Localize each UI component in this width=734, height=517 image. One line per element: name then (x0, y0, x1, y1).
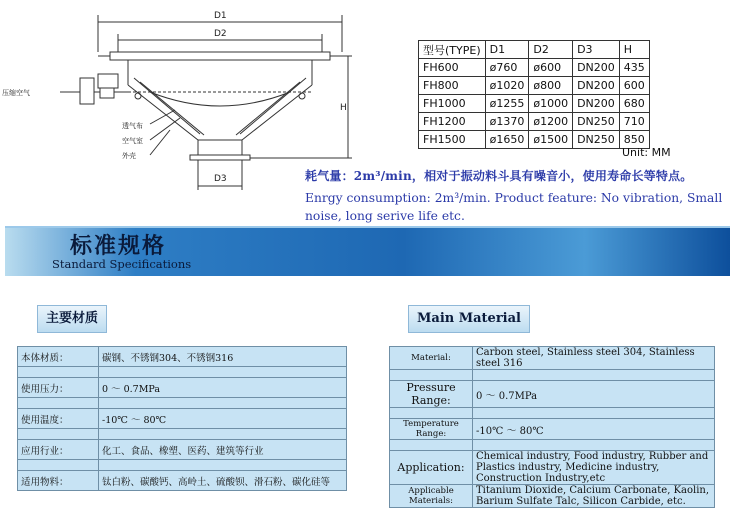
table-row (419, 131, 650, 149)
value-cell: Carbon steel, Stainless steel 304, Stainless steel 316 (473, 347, 715, 370)
cell: ø1500 (529, 131, 573, 149)
table-row (390, 347, 715, 370)
spacer-row (18, 398, 347, 409)
cell: 435 (619, 59, 649, 77)
cell: ø1000 (529, 95, 573, 113)
cell: DN250 (573, 131, 620, 149)
breathable-cloth-label: 透气布 (122, 122, 143, 130)
col-header-d3: D3 (573, 41, 620, 59)
table-row (390, 451, 715, 485)
cell: FH1200 (419, 113, 486, 131)
spec-table (418, 40, 650, 149)
dim-h-label: H (340, 103, 347, 113)
label-cell: 应用行业： (18, 440, 99, 460)
main-material-en-table (389, 346, 715, 508)
label-cell: Application: (390, 451, 473, 485)
banner-title-cn: 标准规格 (70, 233, 167, 259)
table-row (390, 419, 715, 440)
cell: DN200 (573, 95, 620, 113)
cell: 850 (619, 131, 649, 149)
spacer-row (18, 367, 347, 378)
cell: ø1020 (485, 77, 529, 95)
cell: FH1000 (419, 95, 486, 113)
label-cell: Applicable Materials: (390, 485, 473, 508)
col-header-d2: D2 (529, 41, 573, 59)
cell: FH1500 (419, 131, 486, 149)
compressed-air-label: 压缩空气 (2, 89, 30, 97)
label-cell: 使用温度： (18, 409, 99, 429)
table-row (18, 409, 347, 429)
air-chamber-label: 空气室 (122, 137, 143, 145)
cell: 600 (619, 77, 649, 95)
spec-table-header-row (419, 41, 650, 59)
cell: ø600 (529, 59, 573, 77)
table-row (18, 347, 347, 367)
value-cell: 钛白粉、碳酸钙、高岭土、硫酸钡、滑石粉、碳化硅等 (99, 471, 347, 491)
main-material-cn-title: 主要材质 (37, 305, 107, 333)
spacer-row (390, 408, 715, 419)
table-row (419, 59, 650, 77)
banner-title-en: Standard Specifications (52, 257, 192, 271)
spacer-row (18, 460, 347, 471)
main-material-cn-table (17, 346, 347, 491)
value-cell: 0 ～ 0.7MPa (473, 381, 715, 408)
cell: ø1370 (485, 113, 529, 131)
table-row (18, 440, 347, 460)
spacer-row (390, 440, 715, 451)
cell: DN250 (573, 113, 620, 131)
table-row (390, 381, 715, 408)
cell: FH800 (419, 77, 486, 95)
dim-d3-label: D3 (214, 174, 227, 184)
col-header-h: H (619, 41, 649, 59)
cell: 680 (619, 95, 649, 113)
label-cell: 适用物料： (18, 471, 99, 491)
table-row (18, 378, 347, 398)
value-cell: 碳钢、不锈钢304、不锈钢316 (99, 347, 347, 367)
value-cell: 0 ～ 0.7MPa (99, 378, 347, 398)
cell: ø1200 (529, 113, 573, 131)
spacer-row (390, 370, 715, 381)
col-header-d1: D1 (485, 41, 529, 59)
dim-d2-label: D2 (214, 29, 227, 39)
cell: ø1255 (485, 95, 529, 113)
cell: ø1650 (485, 131, 529, 149)
value-cell: -10℃ ～ 80℃ (99, 409, 347, 429)
label-cell: Pressure Range: (390, 381, 473, 408)
unit-label: Unit: MM (622, 146, 671, 159)
value-cell: Titanium Dioxide, Calcium Carbonate, Kaolin, Barium Sulfate Talc, Silicon Carbide, etc. (473, 485, 715, 508)
cell: FH600 (419, 59, 486, 77)
description-cn: 耗气量：2m³/min，相对于振动料斗具有噪音小，使用寿命长等特点。 (305, 169, 693, 183)
cell: ø760 (485, 59, 529, 77)
table-row (390, 485, 715, 508)
table-row (419, 77, 650, 95)
cell: 710 (619, 113, 649, 131)
outer-shell-label: 外壳 (122, 152, 136, 160)
table-row (18, 471, 347, 491)
value-cell: -10℃ ～ 80℃ (473, 419, 715, 440)
main-material-en-title: Main Material (408, 305, 530, 333)
label-cell: Material: (390, 347, 473, 370)
cell: ø800 (529, 77, 573, 95)
label-cell: Temperature Range: (390, 419, 473, 440)
value-cell: 化工、食品、橡塑、医药、建筑等行业 (99, 440, 347, 460)
spacer-row (18, 429, 347, 440)
table-row (419, 95, 650, 113)
cell: DN200 (573, 77, 620, 95)
table-row (419, 113, 650, 131)
description-en: Enrgy consumption: 2m³/min. Product feature: No vibration, Small noise, long serive life etc. (305, 191, 723, 223)
dim-d1-label: D1 (214, 11, 227, 21)
label-cell: 使用压力： (18, 378, 99, 398)
cell: DN200 (573, 59, 620, 77)
label-cell: 本体材质： (18, 347, 99, 367)
col-header-type: 型号(TYPE) (419, 41, 486, 59)
value-cell: Chemical industry, Food industry, Rubber and Plastics industry, Medicine industry, Construction Industry,etc (473, 451, 715, 485)
